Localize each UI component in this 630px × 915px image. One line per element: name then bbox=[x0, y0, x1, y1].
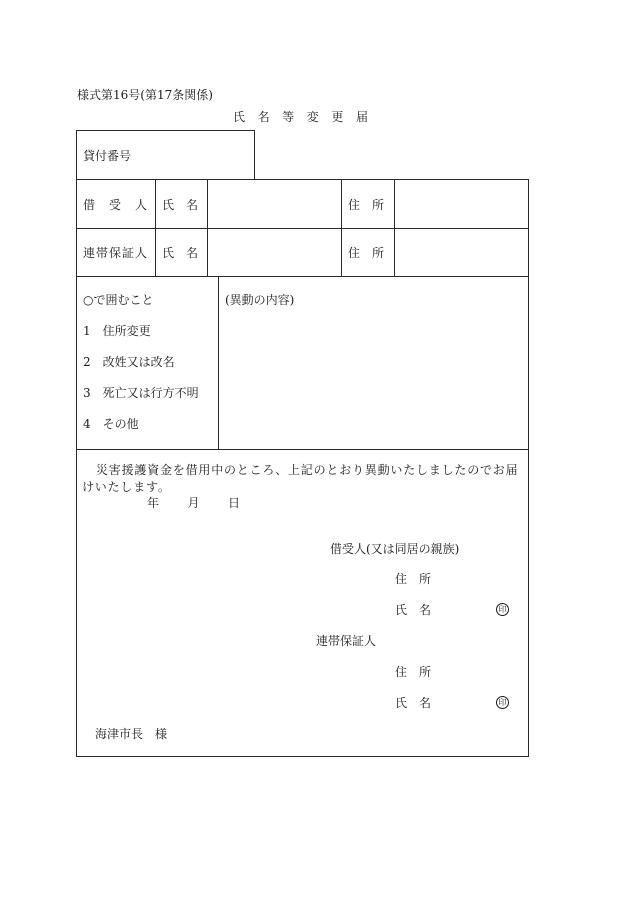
addressee: 海津市長 様 bbox=[95, 727, 168, 741]
guarantor-signature-name-label: 氏 名 bbox=[395, 696, 432, 710]
borrower-name-label-cell bbox=[155, 179, 208, 229]
change-option-address[interactable]: 1 住所変更 bbox=[83, 324, 151, 338]
form-number: 様式第16号(第17条関係) bbox=[77, 88, 213, 102]
borrower-name-field[interactable] bbox=[207, 179, 342, 229]
change-option-other[interactable]: 4 その他 bbox=[83, 417, 139, 431]
change-type-list bbox=[83, 285, 199, 440]
borrower-address-field[interactable] bbox=[394, 179, 529, 229]
borrower-address-label-cell bbox=[341, 179, 395, 229]
loan-number-box[interactable] bbox=[76, 130, 255, 180]
declaration-line-1: 災害援護資金を借用中のところ、上記のとおり異動いたしましたのでお届 bbox=[96, 463, 519, 477]
loan-number-label: 貸付番号 bbox=[83, 148, 132, 163]
guarantor-label-cell bbox=[76, 228, 156, 277]
guarantor-label: 連帯保証人 bbox=[83, 246, 149, 260]
change-form-table bbox=[76, 179, 529, 757]
borrower-signature-name-label: 氏 名 bbox=[395, 603, 432, 617]
change-type-cell bbox=[76, 276, 219, 450]
guarantor-name-field[interactable] bbox=[207, 228, 342, 277]
change-details-label: (異動の内容) bbox=[225, 293, 295, 307]
borrower-label-cell bbox=[76, 179, 156, 229]
declaration-cell bbox=[76, 449, 529, 757]
form-title: 氏 名 等 変 更 届 bbox=[233, 110, 369, 124]
declaration-line-2: けいたします。 bbox=[82, 480, 171, 494]
guarantor-name-label-cell bbox=[155, 228, 208, 277]
date-line[interactable]: 年 月 日 bbox=[147, 496, 242, 510]
change-type-instruction: ○で囲むこと bbox=[83, 293, 154, 307]
borrower-label: 借 受 人 bbox=[83, 197, 149, 212]
guarantor-name-label: 氏 名 bbox=[162, 246, 199, 260]
change-details-field[interactable] bbox=[218, 276, 529, 450]
guarantor-signature-address-label: 住 所 bbox=[395, 665, 432, 679]
guarantor-heading: 連帯保証人 bbox=[316, 634, 377, 648]
guarantor-seal-mark: 印 bbox=[496, 696, 509, 709]
borrower-address-label: 住 所 bbox=[348, 197, 385, 212]
change-option-surname-or-name[interactable]: 2 改姓又は改名 bbox=[83, 355, 175, 369]
borrower-signature-address-label: 住 所 bbox=[395, 572, 432, 586]
change-option-death-or-missing[interactable]: 3 死亡又は行方不明 bbox=[83, 386, 199, 400]
guarantor-address-label-cell bbox=[341, 228, 395, 277]
guarantor-address-field[interactable] bbox=[394, 228, 529, 277]
borrower-seal-mark: 印 bbox=[496, 603, 509, 616]
guarantor-address-label: 住 所 bbox=[348, 246, 385, 260]
borrower-name-label: 氏 名 bbox=[162, 197, 199, 212]
borrower-heading: 借受人(又は同居の親族) bbox=[330, 542, 460, 556]
